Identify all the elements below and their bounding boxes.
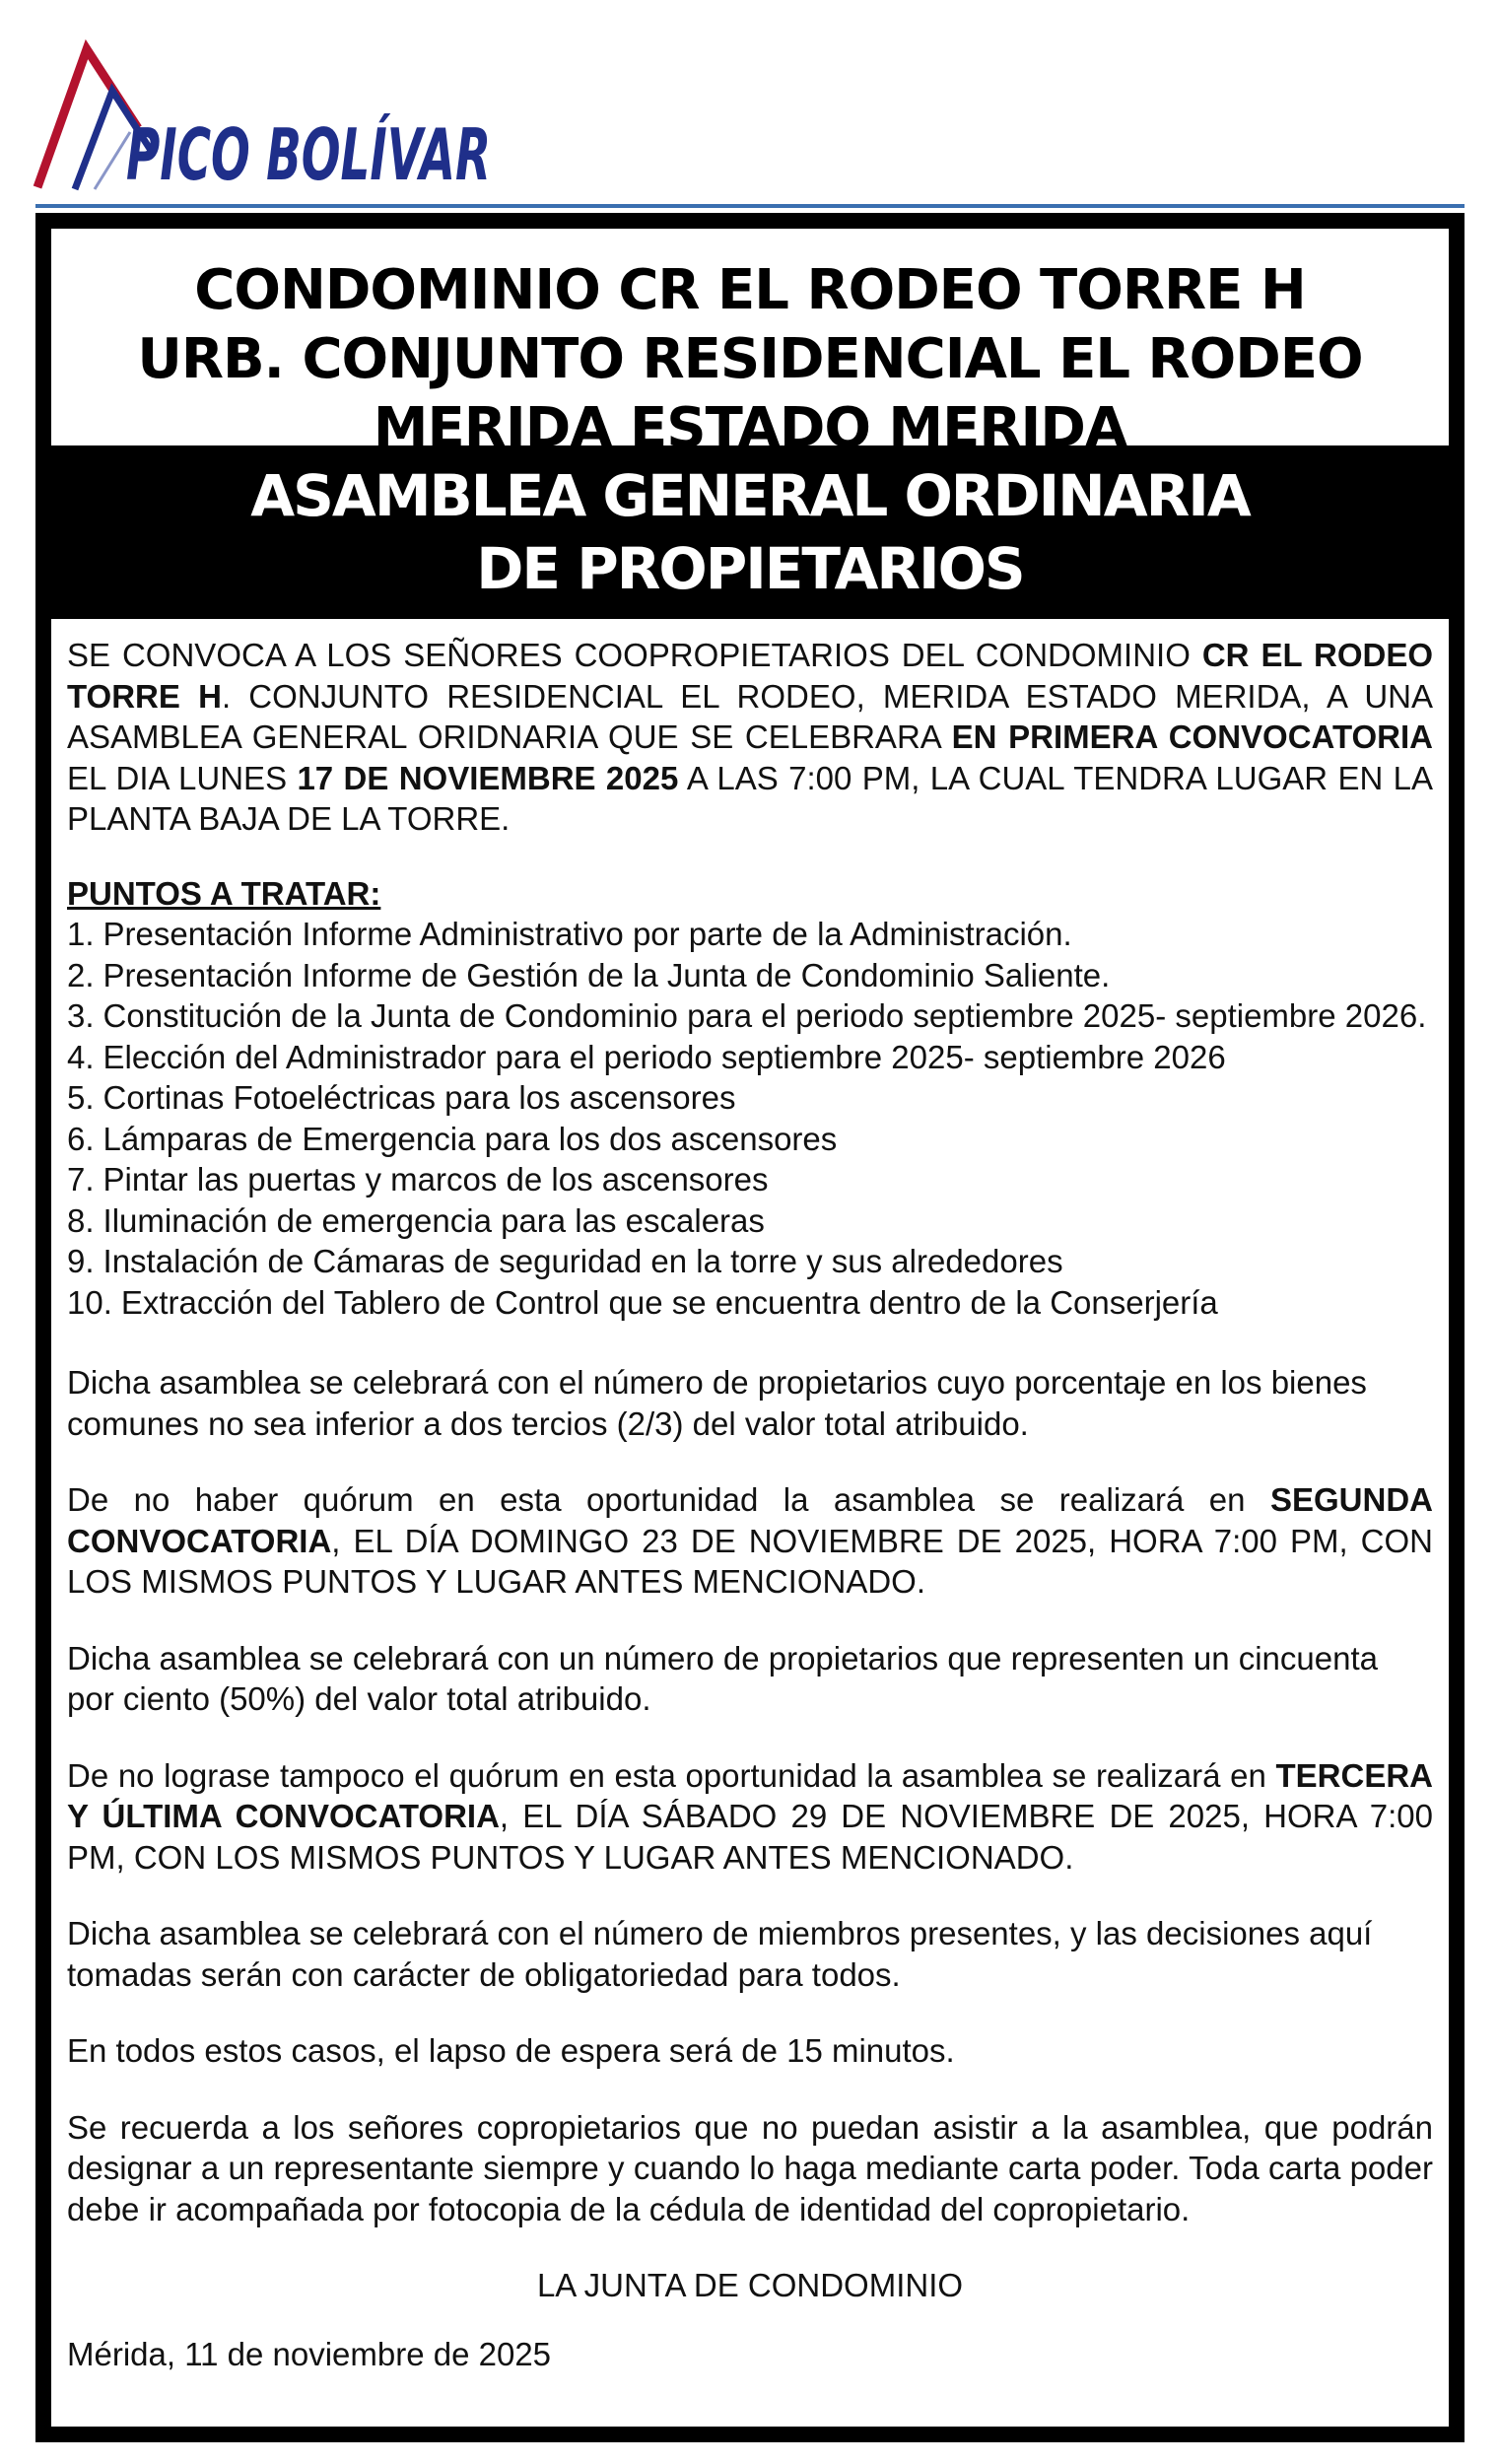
mountain-logo-icon — [35, 41, 499, 199]
waiting-time-paragraph: En todos estos casos, el lapso de espera será de 15 minutos. — [67, 2032, 955, 2069]
assembly-banner — [35, 445, 1465, 619]
banner-line-2: DE PROPIETARIOS — [476, 535, 1024, 602]
agenda-item-text: Iluminación de emergencia para las escaleras — [102, 1201, 765, 1239]
second-convocation-paragraph — [67, 1479, 1433, 1603]
agenda-item — [67, 1119, 1433, 1160]
intro-bold-3: 17 DE NOVIEMBRE 2025 — [297, 759, 679, 796]
agenda-item-number: 7. — [67, 1161, 95, 1198]
header-line-3: MERIDA ESTADO MERIDA — [373, 396, 1127, 460]
document-frame — [35, 213, 1465, 2442]
convocation-paragraph — [67, 635, 1433, 840]
condominium-header — [51, 229, 1449, 460]
p4-text-2: , EL DÍA SÁBADO 29 DE NOVIEMBRE DE 2025, HORA 7:00 PM, CON LOS MISMOS PUNTOS Y LUGAR ANTES MENCIONADO. — [67, 1798, 1433, 1876]
banner-line-1: ASAMBLEA GENERAL ORDINARIA — [250, 462, 1250, 529]
quorum-third-paragraph: Dicha asamblea se celebrará con el número de miembros presentes, y las decisiones aquí tomadas serán con carácter de obligatoriedad para todos. — [67, 1915, 1373, 1993]
agenda-item-text: Presentación Informe de Gestión de la Junta de Condominio Saliente. — [102, 956, 1111, 993]
logo-divider — [35, 204, 1465, 208]
notice-content — [51, 619, 1449, 2374]
logo-text: PICO BOLÍVAR — [126, 113, 491, 196]
p2-bold: SEGUNDA CONVOCATORIA — [67, 1481, 1433, 1559]
intro-bold-2: EN PRIMERA CONVOCATORIA — [951, 719, 1434, 755]
agenda-item-text: Lámparas de Emergencia para los dos ascensores — [102, 1120, 838, 1157]
agenda-item-number: 8. — [67, 1201, 95, 1239]
agenda-item-text: Presentación Informe Administrativo por parte de la Administración. — [102, 916, 1072, 952]
quorum-first-paragraph: Dicha asamblea se celebrará con el número de propietarios cuyo porcentaje en los bienes comunes no sea inferior a dos tercios (2/3) del valor total atribuido. — [67, 1364, 1367, 1442]
proxy-paragraph: Se recuerda a los señores copropietarios que no puedan asistir a la asamblea, que podrán designar a un representante siempre y cuando lo haga mediante carta poder. Toda carta poder debe ir acompañada por fotocopia de la cédula de identidad del copropietario. — [67, 2108, 1433, 2227]
intro-text-3: EL DIA LUNES — [67, 759, 298, 796]
header-line-2: URB. CONJUNTO RESIDENCIAL EL RODEO — [137, 327, 1363, 391]
intro-bold-1: CR EL RODEO TORRE H — [67, 637, 1433, 715]
pico-bolivar-logo — [35, 41, 499, 199]
document-body — [51, 229, 1449, 2427]
agenda-item-number: 9. — [67, 1243, 95, 1279]
p4-bold: TERCERA Y ÚLTIMA CONVOCATORIA — [67, 1756, 1433, 1834]
p2-text-2: , EL DÍA DOMINGO 23 DE NOVIEMBRE DE 2025, HORA 7:00 PM, CON LOS MISMOS PUNTOS Y LUGAR ANTES MENCIONADO. — [67, 1522, 1433, 1600]
third-convocation-paragraph — [67, 1755, 1433, 1879]
document-date: Mérida, 11 de noviembre de 2025 — [67, 2335, 552, 2372]
agenda-item — [67, 1037, 1433, 1078]
agenda-item-text: Constitución de la Junta de Condominio para el periodo septiembre 2025- septiembre 2026. — [102, 997, 1427, 1034]
agenda-item-number: 10. — [67, 1283, 112, 1321]
agenda-item-number: 3. — [67, 997, 95, 1034]
intro-text-2: . CONJUNTO RESIDENCIAL EL RODEO, MERIDA ESTADO MERIDA, A UNA ASAMBLEA GENERAL ORIDNARIA QUE SE CELEBRARA — [67, 677, 1433, 755]
agenda-item — [67, 1241, 1433, 1282]
agenda-item-number: 5. — [67, 1079, 95, 1116]
agenda-item — [67, 1200, 1433, 1242]
p2-text-1: De no haber quórum en esta oportunidad la asamblea se realizará en — [67, 1481, 1270, 1518]
agenda-item — [67, 955, 1433, 996]
agenda-item-text: Pintar las puertas y marcos de los ascensores — [102, 1161, 769, 1198]
header-line-1: CONDOMINIO CR EL RODEO TORRE H — [194, 258, 1306, 322]
agenda-item-text: Instalación de Cámaras de seguridad en la torre y sus alrededores — [102, 1243, 1063, 1279]
agenda-item — [67, 1159, 1433, 1200]
signature-line: LA JUNTA DE CONDOMINIO — [536, 2267, 964, 2303]
agenda-item — [67, 995, 1433, 1037]
agenda-item — [67, 914, 1433, 955]
agenda-item-number: 4. — [67, 1038, 95, 1075]
p4-text-1: De no lograse tampoco el quórum en esta oportunidad la asamblea se realizará en — [67, 1756, 1276, 1794]
agenda-list — [67, 914, 1433, 1323]
agenda-item-number: 1. — [67, 916, 95, 952]
intro-text-4: A LAS 7:00 PM, LA CUAL TENDRA LUGAR EN LA PLANTA BAJA DE LA TORRE. — [67, 759, 1434, 837]
agenda-item-text: Extracción del Tablero de Control que se encuentra dentro de la Conserjería — [120, 1283, 1218, 1321]
agenda-item-text: Cortinas Fotoeléctricas para los ascensores — [102, 1079, 736, 1116]
intro-text-1: SE CONVOCA A LOS SEÑORES COOPROPIETARIOS DEL CONDOMINIO — [67, 637, 1202, 673]
agenda-item-number: 2. — [67, 956, 95, 993]
agenda-item-number: 6. — [67, 1120, 95, 1157]
quorum-second-paragraph: Dicha asamblea se celebrará con un número de propietarios que representen un cincuenta por ciento (50%) del valor total atribuido. — [67, 1639, 1378, 1717]
agenda-item — [67, 1077, 1433, 1119]
agenda-item — [67, 1282, 1433, 1324]
agenda-heading: PUNTOS A TRATAR: — [67, 874, 381, 912]
agenda-item-text: Elección del Administrador para el periodo septiembre 2025- septiembre 2026 — [102, 1038, 1226, 1075]
